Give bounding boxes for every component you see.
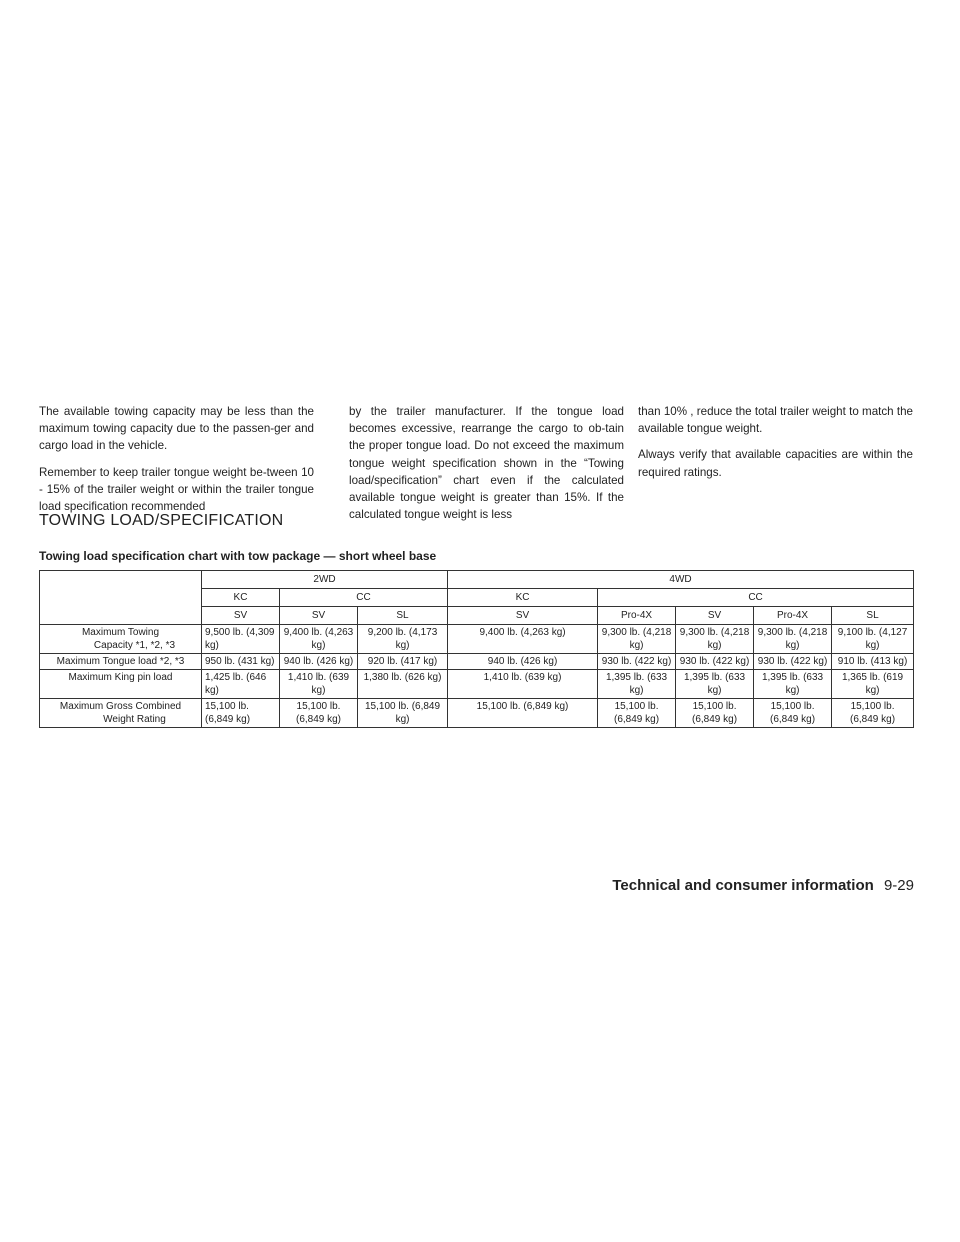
row-label: Maximum Tongue load *2, *3	[40, 654, 202, 670]
cab-header: CC	[280, 589, 448, 607]
table-cell: 9,100 lb. (4,127 kg)	[832, 625, 914, 654]
section-heading: TOWING LOAD/SPECIFICATION	[39, 512, 284, 529]
table-cell: 1,410 lb. (639 kg)	[280, 670, 358, 699]
paragraph: The available towing capacity may be less than the maximum towing capacity due to the passen-ger and cargo load in the vehicle.	[39, 405, 314, 453]
row-label: Maximum Gross Combined Weight Rating	[40, 699, 202, 728]
paragraph: Always verify that available capacities are within the required ratings.	[638, 448, 913, 479]
cab-header: KC	[202, 589, 280, 607]
table-row	[40, 654, 914, 670]
corner-cell	[40, 571, 202, 625]
trim-header: SV	[448, 607, 598, 625]
table-cell: 15,100 lb. (6,849 kg)	[832, 699, 914, 728]
paragraph: Remember to keep trailer tongue weight be-tween 10 - 15% of the trailer weight or within the trailer tongue load specification recommended	[39, 465, 314, 514]
table-cell: 930 lb. (422 kg)	[754, 654, 832, 670]
table-row	[40, 670, 914, 699]
trim-header: Pro-4X	[598, 607, 676, 625]
table-cell: 910 lb. (413 kg)	[832, 654, 914, 670]
drive-header: 4WD	[448, 571, 914, 589]
table-row	[40, 625, 914, 654]
table-cell: 9,300 lb. (4,218 kg)	[754, 625, 832, 654]
paragraph: by the trailer manufacturer. If the tongue load becomes excessive, rearrange the cargo to ob-tain the proper tongue load. Do not exceed the maximum tongue weight specification shown in the “Towing load/specification” chart even if the calculated available tongue weight is greater than 15%. If the calculated tongue weight is less	[349, 405, 624, 522]
table-cell: 1,380 lb. (626 kg)	[358, 670, 448, 699]
table-cell: 9,300 lb. (4,218 kg)	[598, 625, 676, 654]
trim-header: SV	[280, 607, 358, 625]
towing-spec-table	[39, 570, 914, 728]
trim-header: Pro-4X	[754, 607, 832, 625]
trim-header: SL	[832, 607, 914, 625]
table-cell: 1,395 lb. (633 kg)	[598, 670, 676, 699]
page-footer	[612, 877, 914, 894]
cab-header: KC	[448, 589, 598, 607]
table-cell: 15,100 lb. (6,849 kg)	[202, 699, 280, 728]
row-label: Maximum Towing Capacity *1, *2, *3	[40, 625, 202, 654]
table-cell: 930 lb. (422 kg)	[598, 654, 676, 670]
text-column-1	[39, 403, 314, 524]
table-cell: 1,395 lb. (633 kg)	[676, 670, 754, 699]
row-label: Maximum King pin load	[40, 670, 202, 699]
table-cell: 15,100 lb. (6,849 kg)	[448, 699, 598, 728]
trim-header: SV	[202, 607, 280, 625]
table-cell: 15,100 lb. (6,849 kg)	[280, 699, 358, 728]
drive-header-row	[40, 571, 914, 589]
table-cell: 15,100 lb. (6,849 kg)	[598, 699, 676, 728]
text-column-3	[638, 403, 913, 490]
table-cell: 9,500 lb. (4,309 kg)	[202, 625, 280, 654]
table-cell: 9,400 lb. (4,263 kg)	[280, 625, 358, 654]
trim-header: SL	[358, 607, 448, 625]
footer-section-name: Technical and consumer information	[612, 877, 874, 894]
table-cell: 15,100 lb. (6,849 kg)	[358, 699, 448, 728]
table-cell: 920 lb. (417 kg)	[358, 654, 448, 670]
table-row	[40, 699, 914, 728]
table-cell: 940 lb. (426 kg)	[280, 654, 358, 670]
drive-header: 2WD	[202, 571, 448, 589]
trim-header: SV	[676, 607, 754, 625]
table-cell: 1,395 lb. (633 kg)	[754, 670, 832, 699]
table-cell: 9,400 lb. (4,263 kg)	[448, 625, 598, 654]
table-cell: 1,410 lb. (639 kg)	[448, 670, 598, 699]
table-cell: 9,300 lb. (4,218 kg)	[676, 625, 754, 654]
table-cell: 930 lb. (422 kg)	[676, 654, 754, 670]
chart-title: Towing load specification chart with tow package — short wheel base	[39, 549, 437, 563]
table-cell: 950 lb. (431 kg)	[202, 654, 280, 670]
cab-header: CC	[598, 589, 914, 607]
table-cell: 1,425 lb. (646 kg)	[202, 670, 280, 699]
table-cell: 1,365 lb. (619 kg)	[832, 670, 914, 699]
table-cell: 9,200 lb. (4,173 kg)	[358, 625, 448, 654]
text-column-2	[349, 403, 624, 532]
table-cell: 15,100 lb. (6,849 kg)	[754, 699, 832, 728]
paragraph: than 10% , reduce the total trailer weight to match the available tongue weight.	[638, 405, 913, 436]
table-cell: 15,100 lb. (6,849 kg)	[676, 699, 754, 728]
table-cell: 940 lb. (426 kg)	[448, 654, 598, 670]
page-number: 9-29	[883, 877, 914, 894]
